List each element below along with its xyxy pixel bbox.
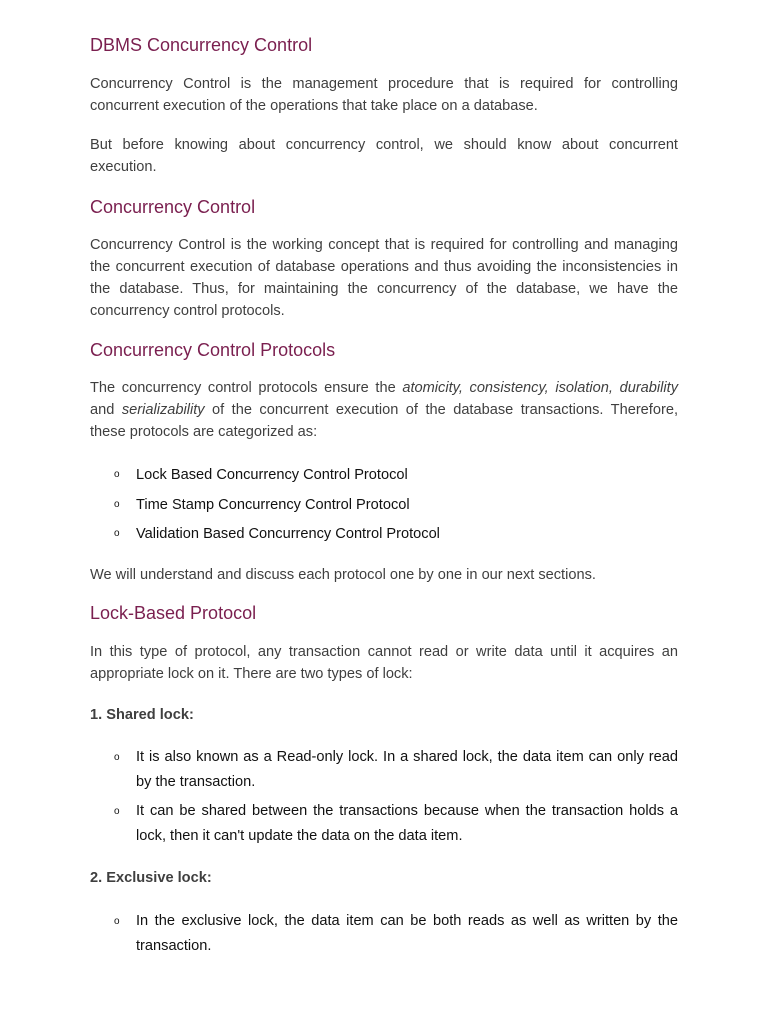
exclusive-lock-list bbox=[90, 909, 678, 963]
lock-based-paragraph: In this type of protocol, any transaction cannot read or write data until it acquires an appropriate lock on it. There are two types of lock: bbox=[90, 644, 678, 682]
concurrency-control-heading: Concurrency Control bbox=[90, 197, 256, 217]
shared-lock-heading: 1. Shared lock: bbox=[90, 707, 194, 723]
list-item-text: It is also known as a Read-only lock. In a shared lock, the data item can only read by the transaction. bbox=[136, 749, 678, 790]
list-item bbox=[90, 799, 678, 849]
bullet-icon: o bbox=[114, 498, 120, 510]
bullet-icon: o bbox=[114, 916, 120, 927]
protocols-after-paragraph: We will understand and discuss each protocol one by one in our next sections. bbox=[90, 567, 596, 583]
lock-based-heading: Lock-Based Protocol bbox=[90, 603, 257, 623]
protocols-text-1: The concurrency control protocols ensure the bbox=[90, 380, 403, 396]
list-item bbox=[90, 494, 678, 516]
list-item-text: Validation Based Concurrency Control Protocol bbox=[136, 526, 440, 542]
protocols-paragraph bbox=[90, 377, 678, 443]
list-item bbox=[90, 523, 678, 545]
intro-paragraph-1: Concurrency Control is the management procedure that is required for controlling concurrent execution of the operations that take place on a database. bbox=[90, 76, 678, 114]
page-title: DBMS Concurrency Control bbox=[90, 35, 313, 55]
protocol-list bbox=[90, 464, 678, 553]
list-item bbox=[90, 464, 678, 486]
bullet-icon: o bbox=[114, 752, 120, 763]
list-item bbox=[90, 745, 678, 795]
concurrency-control-paragraph: Concurrency Control is the working concept that is required for controlling and managing the concurrent execution of database operations and thus avoiding the inconsistencies in the database. Thus, for maintaining the concurrency of the database, we have the concurrency control protocols. bbox=[90, 237, 678, 319]
shared-lock-list bbox=[90, 745, 678, 853]
list-item-text: In the exclusive lock, the data item can be both reads as well as written by the transaction. bbox=[136, 913, 678, 954]
bullet-icon: o bbox=[114, 469, 120, 480]
intro-paragraph-2: But before knowing about concurrency control, we should know about concurrent execution. bbox=[90, 137, 678, 175]
bullet-icon: o bbox=[114, 806, 120, 817]
protocols-italic-2: serializability bbox=[121, 402, 205, 418]
protocols-text-3: of the concurrent execution of the database transactions. Therefore, these protocols are categorized as: bbox=[90, 402, 678, 440]
protocols-text-2: and bbox=[90, 402, 122, 418]
list-item bbox=[90, 909, 678, 959]
list-item-text: It can be shared between the transactions because when the transaction holds a lock, then it can't update the data on the data item. bbox=[136, 803, 678, 844]
protocols-italic-1: atomicity, consistency, isolation, durability bbox=[402, 380, 678, 396]
list-item-text: Lock Based Concurrency Control Protocol bbox=[136, 467, 408, 483]
exclusive-lock-heading: 2. Exclusive lock: bbox=[90, 870, 212, 886]
protocols-heading: Concurrency Control Protocols bbox=[90, 340, 336, 360]
bullet-icon: o bbox=[114, 528, 120, 539]
list-item-text: Time Stamp Concurrency Control Protocol bbox=[136, 496, 410, 513]
